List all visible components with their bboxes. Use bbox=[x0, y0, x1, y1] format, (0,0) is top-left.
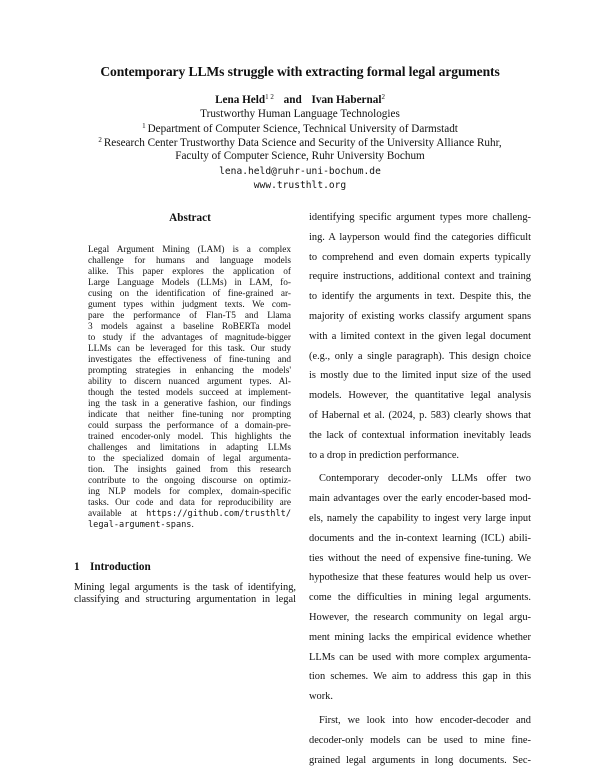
abstract-line: investigates the effectiveness of fine-tuning and bbox=[88, 355, 291, 365]
abstract-text: available at bbox=[88, 509, 147, 519]
abstract-line: ability to discern nuanced argument types. Al- bbox=[88, 377, 291, 387]
abstract-line: Legal Argument Mining (LAM) is a complex bbox=[88, 245, 291, 255]
section-number: 1 bbox=[74, 561, 80, 573]
section-heading-introduction bbox=[74, 561, 151, 573]
body-line: First, we look into how encoder-decoder and bbox=[319, 715, 531, 726]
body-line: the lack of contextual information inevitably leads bbox=[309, 429, 531, 441]
affiliation-text: Research Center Trustworthy Data Science and Security of the University Alliance Ruhr, bbox=[103, 137, 502, 149]
abstract-line: 3 models against a baseline RoBERTa model bbox=[88, 322, 291, 332]
body-line: tion schemes. We aim to address this gap in this bbox=[309, 671, 531, 683]
code-link[interactable]: https://github.com/trusthlt/ bbox=[146, 509, 291, 519]
abstract-line: to the specialized domain of legal argumenta- bbox=[88, 454, 291, 464]
body-line: models. However, the quantitative legal analysis bbox=[309, 390, 531, 402]
abstract-line: though the tested models succeed at implement- bbox=[88, 388, 291, 398]
author-affiliation-marker: 2 bbox=[381, 93, 385, 101]
author-email[interactable]: lena.held@ruhr-uni-bochum.de bbox=[219, 166, 381, 177]
abstract-line: cusing on the identification of fine-grained ar- bbox=[88, 289, 291, 299]
body-line: hypothesize that these features would help us over- bbox=[309, 572, 531, 584]
body-line: LLMs can be used with more complex argumenta- bbox=[309, 651, 531, 663]
abstract-line: to study if the advantages of magnitude-bigger bbox=[88, 333, 291, 343]
abstract-line bbox=[88, 509, 291, 520]
abstract-line: Large Language Models (LLMs) in LAM, fo- bbox=[88, 278, 291, 288]
abstract-line: trained encoder-only model. This highlights the bbox=[88, 432, 291, 442]
abstract-line: ing NLP models for complex, domain-specific bbox=[88, 487, 291, 497]
body-line: identifying specific argument types more challeng- bbox=[309, 212, 531, 223]
abstract-line: challenges and limitations in adapting LLMs bbox=[88, 443, 291, 453]
abstract-line: pare the performance of Flan-T5 and Llama bbox=[88, 311, 291, 321]
abstract-line bbox=[88, 520, 291, 531]
affiliation-text: Department of Computer Science, Technical University of Darmstadt bbox=[147, 123, 458, 135]
abstract-line: could surpass the performance of a domain-pre- bbox=[88, 421, 291, 431]
author-separator: and bbox=[283, 94, 302, 106]
abstract-line: challenge for humans and language models bbox=[88, 256, 291, 266]
affiliation-marker: 1 bbox=[142, 122, 146, 130]
affiliation-2-continued: Faculty of Computer Science, Ruhr University Bochum bbox=[175, 150, 425, 162]
abstract-line: contribute to the ongoing discourse on optimiz- bbox=[88, 476, 291, 486]
body-line: classifying and structuring argumentation in legal bbox=[74, 594, 296, 605]
abstract-line: tasks. Our code and data for reproducibility are bbox=[88, 498, 291, 508]
section-title: Introduction bbox=[90, 561, 151, 573]
body-line: (e.g., only a single paragraph). This design choice bbox=[309, 350, 531, 362]
body-line: majority of existing works classify argument spans bbox=[309, 311, 531, 322]
body-line: However, the research community on legal argu- bbox=[309, 612, 531, 623]
body-line: documents and the in-context learning (ICL) abili- bbox=[309, 532, 531, 544]
body-line: to a drop in prediction performance. bbox=[309, 449, 460, 461]
body-line: Mining legal arguments is the task of identifying, bbox=[74, 582, 296, 593]
abstract-line: ing the task in a generative fashion, our findings bbox=[88, 399, 291, 409]
abstract-line: indicate that neither fine-tuning nor prompting bbox=[88, 410, 291, 420]
abstract-line: tion. The insights gained from this research bbox=[88, 465, 291, 475]
body-line: ing. A layperson would find the categories difficult bbox=[309, 231, 531, 243]
affiliation-marker: 2 bbox=[98, 136, 102, 144]
author-name: Lena Held bbox=[215, 94, 266, 106]
body-line: to identify the arguments in text. Despite this, the bbox=[309, 291, 531, 303]
abstract-text: . bbox=[191, 520, 194, 530]
abstract-line: prompting strategies in enhancing the models' bbox=[88, 366, 291, 376]
abstract-line: LLMs can be leveraged for this task. Our study bbox=[88, 344, 291, 354]
affiliation-2 bbox=[0, 136, 600, 149]
research-group: Trustworthy Human Language Technologies bbox=[200, 108, 400, 120]
abstract-line: alike. This paper explores the application of bbox=[88, 267, 291, 277]
body-line: ties without the need of expensive fine-tuning. We bbox=[309, 552, 531, 564]
body-line: ment mining lacks the empirical evidence whether bbox=[309, 631, 531, 643]
body-line: of Habernal et al. (2024, p. 583) clearly shows that bbox=[309, 410, 531, 421]
author-name: Ivan Habernal bbox=[311, 94, 382, 106]
body-line: work. bbox=[309, 691, 333, 703]
body-line: come the difficulties in mining legal arguments. bbox=[309, 592, 531, 604]
author-affiliation-marker: 1 2 bbox=[265, 93, 274, 101]
body-line: els, namely the capability to ingest very large input bbox=[309, 513, 531, 524]
paper-title: Contemporary LLMs struggle with extracting formal legal arguments bbox=[100, 64, 500, 79]
body-line: Contemporary decoder-only LLMs offer two bbox=[319, 473, 531, 485]
body-line: require instructions, additional context and training bbox=[309, 271, 531, 283]
abstract-heading: Abstract bbox=[169, 212, 211, 224]
code-link[interactable]: legal-argument-spans bbox=[88, 520, 192, 530]
body-line: main advantages over the early encoder-based mod- bbox=[309, 493, 531, 505]
abstract-line: gument types within judgment texts. We com- bbox=[88, 300, 291, 310]
lab-website[interactable]: www.trusthlt.org bbox=[253, 180, 347, 191]
body-line: with a limited context in the given legal document bbox=[309, 330, 531, 342]
body-line: grained legal arguments in long documents. Sec- bbox=[309, 754, 531, 766]
body-line: is mostly due to the limited input size of the used bbox=[309, 370, 531, 382]
author-line bbox=[0, 93, 600, 106]
body-line: to comprehend and even domain experts typically bbox=[309, 251, 531, 263]
affiliation-1 bbox=[0, 122, 600, 135]
body-line: decoder-only models can be used to mine fine- bbox=[309, 734, 531, 746]
